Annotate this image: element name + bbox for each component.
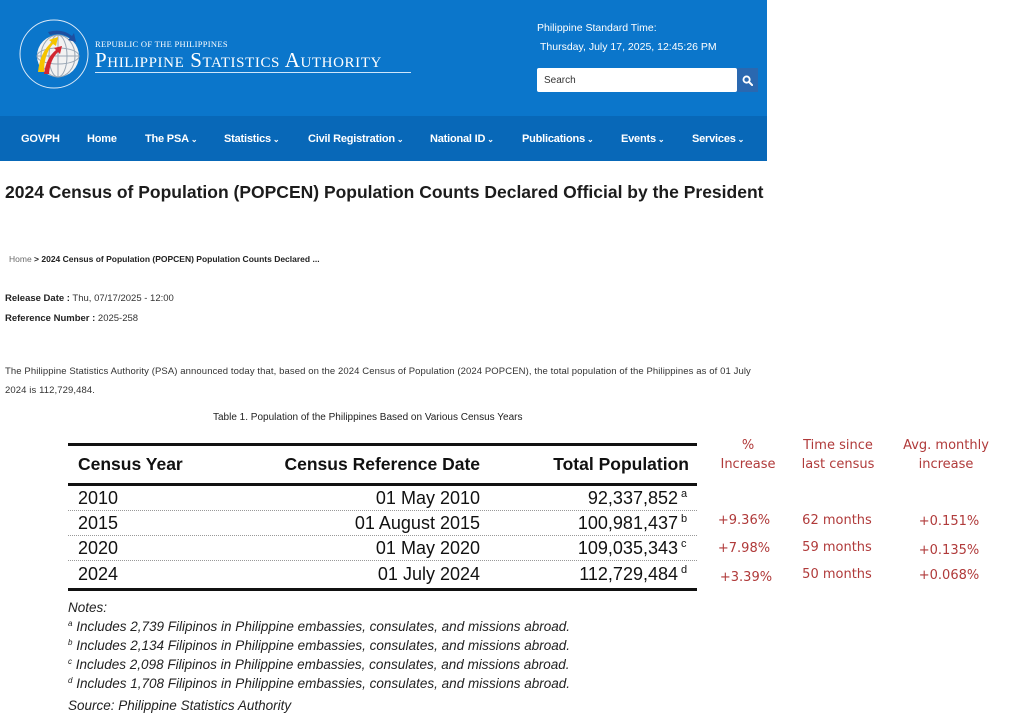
annotation-pct: +7.98% bbox=[717, 541, 771, 556]
cell-date: 01 August 2015 bbox=[354, 513, 480, 533]
table-source: Source: Philippine Statistics Authority bbox=[68, 698, 292, 713]
note-text: Includes 1,708 Filipinos in Philippine embassies, consulates, and missions abroad. bbox=[76, 676, 570, 691]
nav-label: Statistics bbox=[224, 133, 271, 145]
cell-year: 2020 bbox=[78, 538, 119, 558]
nav-item-the-psa[interactable] bbox=[145, 133, 197, 145]
chevron-down-icon: ⌄ bbox=[272, 135, 280, 144]
site-header bbox=[0, 0, 767, 161]
table-row bbox=[68, 536, 697, 561]
release-date bbox=[5, 293, 174, 304]
breadcrumb-current: 2024 Census of Population (POPCEN) Population Counts Declared ... bbox=[41, 254, 320, 264]
cell-date: 01 May 2020 bbox=[375, 538, 480, 558]
table-row bbox=[68, 561, 697, 586]
nav-label: Home bbox=[87, 133, 117, 145]
search-input[interactable] bbox=[537, 68, 737, 92]
note-item bbox=[68, 654, 628, 673]
chevron-down-icon: ⌄ bbox=[487, 135, 494, 144]
footnote-mark: d bbox=[681, 564, 688, 576]
cell-year: 2010 bbox=[78, 488, 119, 508]
population-value: 112,729,484 bbox=[579, 564, 678, 584]
reference-number-value: 2025-258 bbox=[97, 313, 139, 324]
annotation-header-line: % bbox=[741, 438, 755, 453]
population-value: 100,981,437 bbox=[577, 513, 678, 533]
annotation-header-line: increase bbox=[918, 457, 974, 472]
annotation-header-line: Avg. monthly bbox=[903, 438, 989, 453]
nav-item-home[interactable] bbox=[87, 133, 117, 145]
nav-item-events[interactable] bbox=[621, 133, 664, 145]
breadcrumb-separator: > bbox=[31, 254, 42, 264]
annotation-months: 59 months bbox=[802, 540, 872, 555]
table-header-row bbox=[68, 446, 697, 483]
page-title: 2024 Census of Population (POPCEN) Population Counts Declared Official by the President bbox=[5, 182, 764, 202]
population-value: 92,337,852 bbox=[587, 488, 678, 508]
annotation-header-line: Time since bbox=[803, 438, 873, 453]
annotation-header-line: Increase bbox=[720, 457, 776, 472]
annotation-months: 62 months bbox=[802, 513, 872, 528]
table-row bbox=[68, 486, 697, 511]
nav-item-statistics[interactable] bbox=[224, 133, 279, 145]
main-nav bbox=[0, 116, 767, 161]
note-text: Includes 2,134 Filipinos in Philippine embassies, consulates, and missions abroad. bbox=[76, 638, 570, 653]
nav-label: Events bbox=[621, 133, 656, 145]
nav-item-national-id[interactable] bbox=[430, 133, 494, 145]
table-notes bbox=[68, 600, 628, 714]
notes-title: Notes: bbox=[68, 600, 108, 615]
table-row bbox=[68, 511, 697, 536]
annotation-monthly: +0.135% bbox=[918, 543, 980, 558]
table-caption: Table 1. Population of the Philippines Based on Various Census Years bbox=[213, 412, 523, 423]
brand-subtitle: REPUBLIC OF THE PHILIPPINES bbox=[95, 39, 228, 49]
footnote-mark: a bbox=[681, 488, 688, 500]
annotation-pct: +3.39% bbox=[719, 570, 773, 585]
nav-label: Civil Registration bbox=[308, 133, 395, 145]
cell-year: 2024 bbox=[78, 564, 119, 584]
nav-label: National ID bbox=[430, 133, 486, 145]
standard-time-label: Philippine Standard Time: bbox=[537, 22, 657, 34]
reference-number bbox=[5, 313, 138, 324]
note-text: Includes 2,098 Filipinos in Philippine embassies, consulates, and missions abroad. bbox=[75, 657, 570, 672]
annotation-header-avg-monthly bbox=[895, 436, 997, 474]
nav-label: Publications bbox=[522, 133, 585, 145]
annotation-monthly: +0.068% bbox=[918, 568, 980, 583]
nav-item-govph[interactable] bbox=[21, 133, 60, 145]
column-header-census-year: Census Year bbox=[78, 454, 183, 474]
note-mark: d bbox=[68, 676, 73, 685]
column-header-total-population: Total Population bbox=[553, 454, 689, 474]
note-text: Includes 2,739 Filipinos in Philippine embassies, consulates, and missions abroad. bbox=[76, 619, 570, 634]
search-button[interactable] bbox=[737, 68, 758, 92]
annotation-header-time-since bbox=[790, 436, 886, 474]
annotation-months: 50 months bbox=[802, 567, 872, 582]
annotation-pct: +9.36% bbox=[717, 513, 771, 528]
annotation-monthly: +0.151% bbox=[918, 514, 980, 529]
nav-label: Services bbox=[692, 133, 736, 145]
nav-item-civil-registration[interactable] bbox=[308, 133, 403, 145]
annotation-header-line: last census bbox=[801, 457, 875, 472]
nav-item-publications[interactable] bbox=[522, 133, 594, 145]
note-item bbox=[68, 616, 628, 635]
cell-population bbox=[480, 488, 697, 509]
note-item bbox=[68, 635, 628, 654]
chevron-down-icon: ⌄ bbox=[657, 135, 665, 144]
reference-number-label: Reference Number : bbox=[5, 313, 96, 324]
note-item bbox=[68, 673, 628, 692]
cell-population bbox=[480, 513, 697, 534]
cell-date: 01 May 2010 bbox=[375, 488, 480, 508]
population-value: 109,035,343 bbox=[577, 538, 678, 558]
nav-label: GOVPH bbox=[21, 133, 60, 145]
chevron-down-icon: ⌄ bbox=[190, 135, 198, 144]
note-mark: a bbox=[68, 619, 73, 628]
release-date-label: Release Date : bbox=[5, 293, 70, 304]
release-date-value: Thu, 07/17/2025 - 12:00 bbox=[72, 293, 174, 304]
note-mark: c bbox=[68, 657, 72, 666]
chevron-down-icon: ⌄ bbox=[587, 135, 594, 144]
search-icon bbox=[742, 75, 753, 86]
note-mark: b bbox=[68, 638, 73, 647]
cell-population bbox=[480, 538, 697, 559]
nav-item-services[interactable] bbox=[692, 133, 744, 145]
breadcrumb-home-link[interactable]: Home bbox=[9, 254, 32, 264]
brand-title: Philippine Statistics Authority bbox=[95, 49, 411, 73]
footnote-mark: c bbox=[681, 538, 687, 550]
census-population-table bbox=[68, 443, 697, 591]
annotation-header-pct-increase bbox=[708, 436, 788, 474]
cell-date: 01 July 2024 bbox=[377, 564, 480, 584]
brand[interactable] bbox=[95, 39, 411, 73]
psa-globe-logo-icon[interactable] bbox=[18, 18, 90, 90]
chevron-down-icon: ⌄ bbox=[737, 135, 745, 144]
chevron-down-icon: ⌄ bbox=[396, 135, 404, 144]
cell-year: 2015 bbox=[78, 513, 119, 533]
table-bottom-rule bbox=[68, 588, 697, 591]
column-header-reference-date: Census Reference Date bbox=[284, 454, 480, 474]
breadcrumb bbox=[9, 254, 320, 264]
cell-population bbox=[480, 564, 697, 585]
nav-label: The PSA bbox=[145, 133, 189, 145]
standard-time-value: Thursday, July 17, 2025, 12:45:26 PM bbox=[540, 41, 717, 53]
article-body: The Philippine Statistics Authority (PSA) announced today that, based on the 2024 Census of Population (2024 POPCEN), the total population of the Philippines as of 01 July 2024 is 112,729,484. bbox=[5, 366, 751, 396]
footnote-mark: b bbox=[681, 513, 688, 525]
